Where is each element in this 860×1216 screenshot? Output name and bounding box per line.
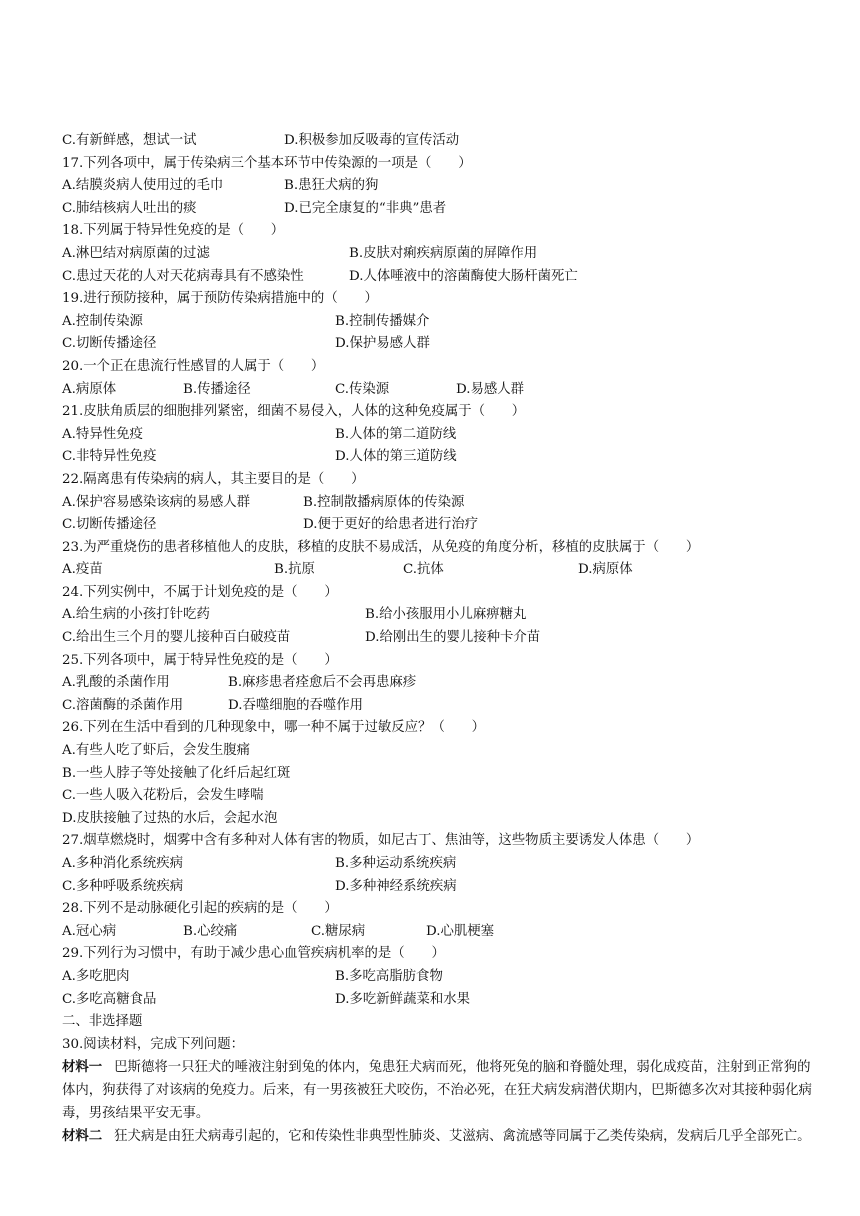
question-text: D.皮肤接触了过热的水后，会起水泡	[62, 810, 278, 826]
answer-option: B.麻疹患者痊愈后不会再患麻疹	[228, 675, 417, 691]
question-text: A.有些人吃了虾后，会发生腹痛	[62, 743, 251, 759]
options-line	[62, 446, 822, 469]
question-line	[62, 898, 822, 921]
answer-option: A.控制传染源	[62, 313, 143, 329]
options-line	[62, 627, 822, 650]
question-text: 27.烟草燃烧时，烟雾中含有多种对人体有害的物质，如尼古丁、焦油等，这些物质主要诱发人体患（ ）	[62, 833, 700, 849]
question-text: 29.下列行为习惯中，有助于减少患心血管疾病机率的是（ ）	[62, 946, 445, 962]
options-line	[62, 853, 822, 876]
question-text: 19.进行预防接种，属于预防传染病措施中的（ ）	[62, 291, 378, 307]
question-text: C.一些人吸入花粉后，会发生哮喘	[62, 788, 264, 804]
options-line	[62, 921, 822, 944]
options-line	[62, 559, 822, 582]
answer-option: D.积极参加反吸毒的宣传活动	[284, 133, 460, 148]
answer-option: B.传播途径	[183, 381, 251, 397]
question-text: 23.为严重烧伤的患者移植他人的皮肤，移植的皮肤不易成活，从免疫的角度分析，移植的皮肤属于（ ）	[62, 539, 700, 555]
question-line	[62, 1034, 822, 1057]
options-line	[62, 333, 822, 356]
question-text: 17.下列各项中，属于传染病三个基本环节中传染源的一项是（ ）	[62, 155, 472, 171]
answer-option: B.控制传播媒介	[335, 313, 430, 329]
answer-option: A.冠心病	[62, 923, 117, 939]
answer-option: D.人体的第三道防线	[335, 449, 457, 465]
options-line	[62, 311, 822, 334]
answer-option: B.控制散播病原体的传染源	[303, 494, 465, 510]
question-text: 30.阅读材料，完成下列问题：	[62, 1036, 244, 1052]
options-line	[62, 672, 822, 695]
question-line	[62, 830, 822, 853]
answer-option: A.乳酸的杀菌作用	[62, 675, 170, 691]
options-line	[62, 130, 822, 153]
question-text: 21.皮肤角质层的细胞排列紧密，细菌不易侵入，人体的这种免疫属于（ ）	[62, 404, 526, 420]
question-text: 24.下列实例中，不属于计划免疫的是（ ）	[62, 584, 338, 600]
answer-option: A.保护容易感染该病的易感人群	[62, 494, 251, 510]
question-line	[62, 1011, 822, 1034]
question-line	[62, 785, 822, 808]
question-line	[62, 650, 822, 673]
answer-option: C.多吃高糖食品	[62, 991, 157, 1007]
answer-option: A.多种消化系统疾病	[62, 856, 184, 871]
answer-option: D.人体唾液中的溶菌酶使大肠杆菌死亡	[349, 268, 578, 284]
options-line	[62, 198, 822, 221]
answer-option: B.给小孩服用小儿麻痹糖丸	[365, 607, 527, 623]
question-text: 20.一个正在患流行性感冒的人属于（ ）	[62, 358, 325, 374]
question-text: 26.下列在生活中看到的几种现象中，哪一种不属于过敏反应？（ ）	[62, 720, 486, 736]
question-line	[62, 808, 822, 831]
answer-option: D.便于更好的给患者进行治疗	[303, 517, 479, 533]
answer-option: B.心绞痛	[183, 923, 238, 939]
material-text: 巴斯德将一只狂犬的唾液注射到兔的体内，兔患狂犬病而死，他将死兔的脑和脊髓处理，弱化成疫苗，注射到正常狗的体内，狗获得了对该病的免疫力。后来，有一男孩被狂犬咬伤，不治必死，在狂犬病发病潜伏期内，巴斯德多次对其接种弱化病毒，男孩结果平安无事。	[62, 1060, 812, 1121]
answer-option: D.多吃新鲜蔬菜和水果	[335, 991, 471, 1007]
question-line	[62, 740, 822, 763]
answer-option: D.吞噬细胞的吞噬作用	[228, 697, 364, 713]
options-line	[62, 876, 822, 899]
answer-option: C.给出生三个月的婴儿接种百白破疫苗	[62, 630, 291, 646]
question-text: 二、非选择题	[62, 1014, 143, 1030]
answer-option: C.抗体	[403, 562, 444, 578]
answer-option: A.给生病的小孩打针吃药	[62, 607, 210, 623]
answer-option: A.特异性免疫	[62, 426, 143, 442]
question-line	[62, 401, 822, 424]
answer-option: C.溶菌酶的杀菌作用	[62, 697, 184, 713]
answer-option: D.已完全康复的“非典”患者	[284, 200, 447, 216]
answer-option: C.糖尿病	[311, 923, 366, 939]
answer-option: B.人体的第二道防线	[335, 426, 457, 442]
question-text: 22.隔离患有传染病的病人，其主要目的是（ ）	[62, 471, 365, 487]
answer-option: D.病原体	[578, 562, 633, 578]
reading-material	[62, 1056, 822, 1125]
material-label: 材料二	[62, 1128, 103, 1145]
answer-option: C.多种呼吸系统疾病	[62, 878, 184, 894]
answer-option: C.有新鲜感，想试一试	[62, 133, 197, 148]
material-label: 材料一	[62, 1059, 103, 1076]
answer-option: C.传染源	[335, 381, 390, 397]
question-line	[62, 943, 822, 966]
options-line	[62, 424, 822, 447]
options-line	[62, 266, 822, 289]
answer-option: B.多种运动系统疾病	[335, 856, 457, 871]
options-line	[62, 695, 822, 718]
question-text: 25.下列各项中，属于特异性免疫的是（ ）	[62, 652, 338, 668]
question-line	[62, 288, 822, 311]
answer-option: A.疫苗	[62, 562, 103, 578]
answer-option: A.淋巴结对病原菌的过滤	[62, 245, 210, 261]
question-line	[62, 537, 822, 560]
answer-option: C.切断传播途径	[62, 517, 157, 533]
options-line	[62, 989, 822, 1012]
answer-option: D.保护易感人群	[335, 336, 430, 352]
answer-option: D.心肌梗塞	[426, 923, 495, 939]
options-line	[62, 604, 822, 627]
options-line	[62, 492, 822, 515]
answer-option: D.多种神经系统疾病	[335, 878, 457, 894]
answer-option: C.切断传播途径	[62, 336, 157, 352]
answer-option: B.皮肤对痢疾病原菌的屏障作用	[349, 245, 538, 261]
answer-option: A.多吃肥肉	[62, 968, 130, 984]
question-line	[62, 469, 822, 492]
options-line	[62, 175, 822, 198]
answer-option: B.多吃高脂肪食物	[335, 968, 443, 984]
question-line	[62, 582, 822, 605]
answer-option: B.患狂犬病的狗	[284, 178, 379, 194]
answer-option: C.肺结核病人吐出的痰	[62, 200, 197, 216]
question-text: 18.下列属于特异性免疫的是（ ）	[62, 223, 285, 239]
question-line	[62, 763, 822, 786]
options-line	[62, 243, 822, 266]
options-line	[62, 379, 822, 402]
answer-option: A.结膜炎病人使用过的毛巾	[62, 178, 224, 194]
question-line	[62, 153, 822, 176]
material-text: 狂犬病是由狂犬病毒引起的，它和传染性非典型性肺炎、艾滋病、禽流感等同属于乙类传染病，发病后几乎全部死亡。	[114, 1129, 811, 1145]
answer-option: B.抗原	[274, 562, 315, 578]
options-line	[62, 514, 822, 537]
answer-option: D.易感人群	[456, 381, 525, 397]
question-line	[62, 220, 822, 243]
options-line	[62, 966, 822, 989]
question-line	[62, 717, 822, 740]
answer-option: A.病原体	[62, 381, 117, 397]
exam-page	[62, 130, 822, 1149]
question-text: 28.下列不是动脉硬化引起的疾病的是（ ）	[62, 901, 338, 917]
answer-option: C.患过天花的人对天花病毒具有不感染性	[62, 268, 304, 284]
reading-material	[62, 1125, 822, 1149]
answer-option: D.给刚出生的婴儿接种卡介苗	[365, 630, 541, 646]
answer-option: C.非特异性免疫	[62, 449, 157, 465]
question-line	[62, 356, 822, 379]
question-text: B.一些人脖子等处接触了化纤后起红斑	[62, 765, 291, 781]
